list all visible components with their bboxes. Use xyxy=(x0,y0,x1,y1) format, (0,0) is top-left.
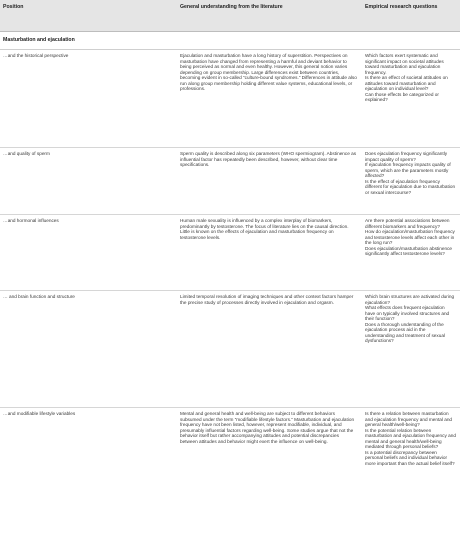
table-row xyxy=(0,408,460,560)
general-cell: Ejaculation and masturbation have a long history of superstition. Perspectives on masturbation have changed from representing a harmful and deviant behavior to being perceived as normal and even healthy. However, this general notion varies depending on group membership. Large differences exist between countries, becoming evident in so-called “culture-bound syndromes.” Differences in attitude also run along group membership holding different value systems, educational levels, or professions. xyxy=(180,53,357,92)
table-row xyxy=(0,148,460,215)
questions-cell xyxy=(365,408,460,560)
section-title: Masturbation and ejaculation xyxy=(0,32,460,50)
research-question: Is the effect of ejaculation frequency different for ejaculation due to masturbation or sexual intercourse? xyxy=(365,178,456,195)
position-cell: …and modifiable lifestyle variables xyxy=(3,411,76,416)
position-cell: …and the historical perspective xyxy=(3,53,69,58)
research-question: Which brain structures are activated during ejaculation? xyxy=(365,294,455,305)
research-question: Does ejaculation/masturbation abstinence significantly affect testosterone levels? xyxy=(365,245,453,257)
research-question: Is the potential relation between masturbation and ejaculation frequency and mental and general health/well-being mediated through personal beliefs? xyxy=(365,427,456,450)
table-row xyxy=(0,215,460,291)
position-cell: …and hormonal influences xyxy=(3,218,59,223)
research-question: Is a potential discrepancy between personal beliefs and individual behavior more important than the actual belief itself? xyxy=(365,449,455,466)
questions-cell xyxy=(365,50,460,147)
research-question: What effects does frequent ejaculation have on typically involved structures and their function? xyxy=(365,305,450,322)
research-question: How do ejaculation/masturbation frequency and testosterone levels affect each other in the long run? xyxy=(365,229,455,246)
table-header xyxy=(0,0,460,32)
general-cell: Human male sexuality is influenced by a complex interplay of biomarkers, predominantly by testosterone. The focus of literature lies on the causal direction. Little is known on the effects of ejaculation and masturbation frequency on testosterone levels. xyxy=(180,218,349,240)
header-general-understanding: General understanding from the literature xyxy=(180,4,283,10)
research-question: Are there potential associations between different biomarkers and frequency? xyxy=(365,218,450,229)
header-position: Position xyxy=(3,4,24,10)
table-row xyxy=(0,50,460,148)
general-cell: Sperm quality is described along six parameters (WHO spermiogram). Abstinence as influential factor has repeatedly been described, however, without clear time specifications. xyxy=(180,151,357,168)
research-question: Does a thorough understanding of the ejaculation process aid in the understanding and treatment of sexual dysfunctions? xyxy=(365,321,446,344)
general-cell: Limited temporal resolution of imaging techniques and other context factors hamper the precise study of processes directly involved in ejaculation and orgasm. xyxy=(180,294,354,305)
questions-cell xyxy=(365,148,460,214)
table-row xyxy=(0,291,460,408)
research-question: Can those effects be categorized or explained? xyxy=(365,91,439,103)
research-question: Is there an effect of societal attitudes on attitudes toward masturbation and ejaculation on individual level? xyxy=(365,75,448,92)
research-question: Does ejaculation frequency significantly impact quality of sperm? xyxy=(365,151,448,162)
header-empirical-questions: Empirical research questions xyxy=(365,4,438,10)
questions-cell xyxy=(365,215,460,290)
research-question: If ejaculation frequency impacts quality of sperm, which are the parameters mostly affected? xyxy=(365,162,451,179)
general-cell: Mental and general health and well-being are subject to different behaviors subsumed under the term “modifiable lifestyle factors.” Masturbation and ejaculation frequency have not been listed, however, represent modifiable, individual, and presumably influential factors regarding well-being. Some studies argue that not the behavior itself but rather accompanying attitudes and potential discrepancies between attitudes and behavior might exert the influence on well-being. xyxy=(180,411,355,444)
questions-cell xyxy=(365,291,460,407)
position-cell: … and brain function and structure xyxy=(3,294,75,299)
research-question: Is there a relation between masturbation and ejaculation frequency and mental and general health/well-being? xyxy=(365,411,453,428)
position-cell: …and quality of sperm xyxy=(3,151,50,156)
research-question: Which factors exert systematic and significant impact on societal attitudes toward masturbation and ejaculation frequency. xyxy=(365,53,444,75)
